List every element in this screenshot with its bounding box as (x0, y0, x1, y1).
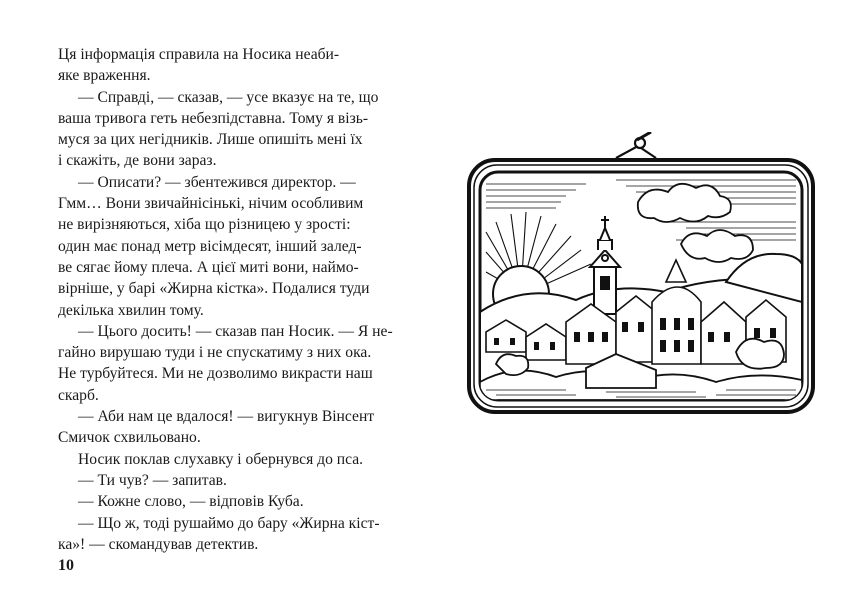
text-line: декілька хвилин тому. (58, 301, 204, 319)
text-line: не вирізняються, хіба що різницею у зрості: (58, 216, 351, 234)
text-line: Носик поклав слухавку і обернувся до пса. (78, 450, 364, 468)
text-line: яке враження. (58, 67, 151, 85)
text-line: ка»! — скомандував детектив. (58, 535, 259, 553)
text-line: Гмм… Вони звичайнісінькі, нічим особливим (58, 195, 364, 213)
text-line: один має понад метр вісімдесят, інший залед- (58, 237, 362, 255)
text-line: — Ти чув? — запитав. (78, 471, 227, 489)
text-line: ве сягає йому плеча. А цієї миті вони, наймо- (58, 258, 359, 276)
text-line: — Цього досить! — сказав пан Носик. — Я не- (78, 322, 393, 340)
text-line: і скажіть, де вони зараз. (58, 152, 217, 170)
page-number: 10 (58, 557, 74, 574)
body-text (58, 44, 393, 555)
text-line: Не турбуйтеся. Ми не дозволимо викрасти наш (58, 365, 373, 383)
text-line: ваша тривога геть небезпідставна. Тому я візь- (58, 109, 369, 127)
text-line: — Аби нам це вдалося! — вигукнув Вінсент (78, 408, 375, 426)
text-line: — Описати? — збентежився директор. — (78, 173, 356, 191)
text-line: — Що ж, тоді рушаймо до бару «Жирна кіст- (78, 514, 380, 532)
text-line: вірніше, у барі «Жирна кістка». Подалися туди (58, 280, 370, 298)
nail-icon (616, 132, 656, 158)
text-line: Ця інформація справила на Носика неаби- (58, 46, 340, 63)
text-line: скарб. (58, 386, 99, 404)
framed-town-illustration (466, 132, 816, 414)
text-line: муся за цих негідників. Лише опишіть мені їх (58, 131, 363, 149)
text-line: — Кожне слово, — відповів Куба. (78, 493, 304, 511)
text-line: гайно вирушаю туди і не спускатиму з них ока. (58, 344, 372, 362)
text-line: — Справді, — сказав, — усе вказує на те, що (78, 88, 379, 106)
text-line: Смичок схвильовано. (58, 429, 201, 447)
